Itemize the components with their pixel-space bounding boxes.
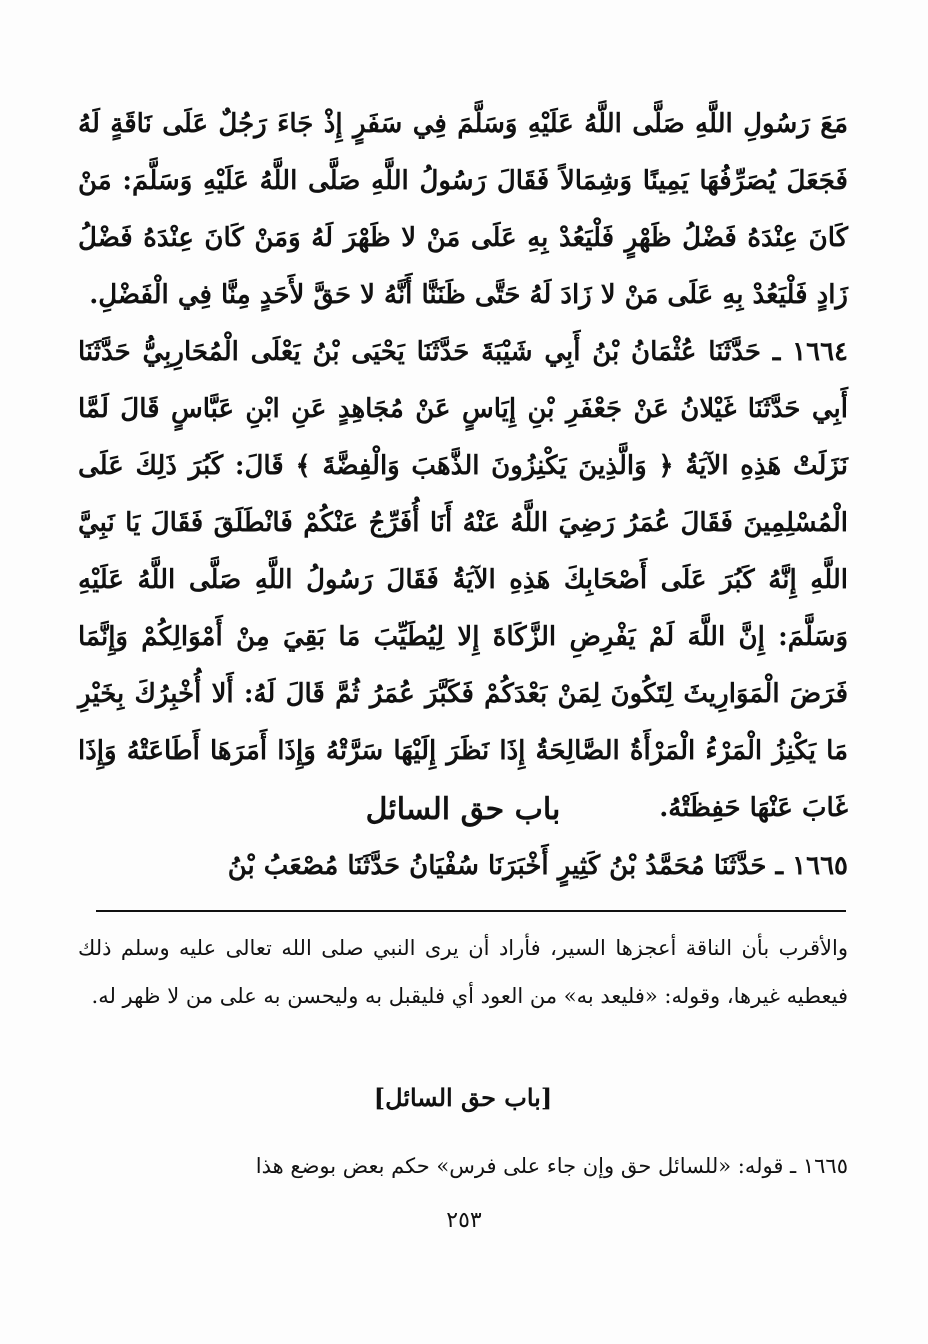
footnote-divider	[96, 910, 846, 912]
main-text-block	[78, 96, 848, 837]
chapter-heading: باب حق السائل	[365, 792, 561, 827]
hadith-1663-continuation: مَعَ رَسُولِ اللَّهِ صَلَّى اللَّهُ عَلَيْهِ وَسَلَّمَ فِي سَفَرٍ إِذْ جَاءَ رَجُلٌ عَلَى نَاقَةٍ لَهُ فَجَعَلَ يُصَرِّفُهَا يَمِينًا وَشِمَالاً فَقَالَ رَسُولُ اللَّهِ صَلَّى اللَّهُ عَلَيْهِ وَسَلَّمَ: مَنْ كَانَ عِنْدَهُ فَضْلُ ظَهْرٍ فَلْيَعُدْ بِهِ عَلَى مَنْ لا ظَهْرَ لَهُ وَمَنْ كَانَ عِنْدَهُ فَضْلُ زَادٍ فَلْيَعُدْ بِهِ عَلَى مَنْ لا زَادَ لَهُ حَتَّى ظَنَنَّا أَنَّهُ لا حَقَّ لأَحَدٍ مِنَّا فِي الْفَضْلِ.	[78, 109, 848, 310]
footnote-1663: والأقرب بأن الناقة أعجزها السير، فأراد أن يرى النبي صلى الله تعالى عليه وسلم ذلك فيعطيه غيرها، وقوله: «فليعد به» من العود أي فليقبل به وليحسن به على من لا ظهر له.	[78, 936, 848, 1008]
footnotes-block	[78, 924, 848, 1020]
footnote-chapter-heading: [باب حق السائل]	[373, 1083, 553, 1112]
hadith-1664: ١٦٦٤ ـ حَدَّثَنَا عُثْمَانُ بْنُ أَبِي شَيْبَةَ حَدَّثَنَا يَحْيَى بْنُ يَعْلَى الْمُحَارِبِيُّ حَدَّثَنَا أَبِي حَدَّثَنَا غَيْلانُ عَنْ جَعْفَرِ بْنِ إِيَاسٍ عَنْ مُجَاهِدٍ عَنِ ابْنِ عَبَّاسٍ قَالَ لَمَّا نَزَلَتْ هَذِهِ الآيَةُ ﴿ وَالَّذِينَ يَكْنِزُونَ الذَّهَبَ وَالْفِضَّةَ ﴾ قَالَ: كَبُرَ ذَلِكَ عَلَى الْمُسْلِمِينَ فَقَالَ عُمَرُ رَضِيَ اللَّهُ عَنْهُ أَنَا أُفَرِّجُ عَنْكُمْ فَانْطَلَقَ فَقَالَ يَا نَبِيَّ اللَّهِ إِنَّهُ كَبُرَ عَلَى أَصْحَابِكَ هَذِهِ الآيَةُ فَقَالَ رَسُولُ اللَّهِ صَلَّى اللَّهُ عَلَيْهِ وَسَلَّمَ: إِنَّ اللَّهَ لَمْ يَفْرِضِ الزَّكَاةَ إِلا لِيُطَيِّبَ مَا بَقِيَ مِنْ أَمْوَالِكُمْ وَإِنَّمَا فَرَضَ الْمَوَارِيثَ لِتَكُونَ لِمَنْ بَعْدَكُمْ فَكَبَّرَ عُمَرُ ثُمَّ قَالَ لَهُ: أَلا أُخْبِرُكَ بِخَيْرِ مَا يَكْنِزُ الْمَرْءُ الْمَرْأَةُ الصَّالِحَةُ إِذَا نَظَرَ إِلَيْهَا سَرَّتْهُ وَإِذَا أَمَرَهَا أَطَاعَتْهُ وَإِذَا غَابَ عَنْهَا حَفِظَتْهُ.	[78, 337, 848, 823]
page-number: ٢٥٣	[446, 1208, 482, 1233]
footnote-1665: ١٦٦٥ ـ قوله: «للسائل حق وإن جاء على فرس» حكم بعض بوضع هذا	[255, 1154, 848, 1178]
hadith-1665: ١٦٦٥ ـ حَدَّثَنَا مُحَمَّدُ بْنُ كَثِيرٍ أَخْبَرَنَا سُفْيَانُ حَدَّثَنَا مُصْعَبُ بْنُ	[227, 851, 848, 881]
